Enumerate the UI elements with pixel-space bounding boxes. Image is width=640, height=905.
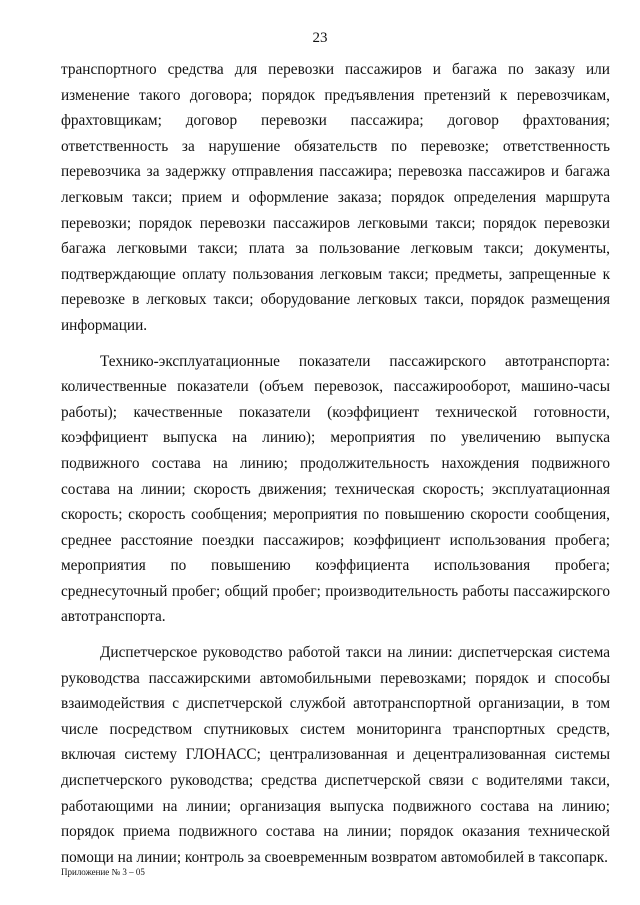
document-body bbox=[61, 57, 610, 880]
paragraph-taxi-transport-rules: транспортного средства для перевозки пассажиров и багажа по заказу или изменение такого договора; порядок предъявления претензий к перевозчикам, фрахтовщикам; договор перевозки пассажира; договор фрахтования; ответственность за нарушение обязательств по перевозке; ответственность перевозчика за задержку отправления пассажира; перевозка пассажиров и багажа легковым такси; прием и оформление заказа; порядок определения маршрута перевозки; порядок перевозки пассажиров легковыми такси; порядок перевозки багажа легковыми такси; плата за пользование легковым такси; документы, подтверждающие оплату пользования легковым такси; предметы, запрещенные к перевозке в легковых такси; оборудование легковых такси, порядок размещения информации. bbox=[61, 61, 610, 334]
footer-attachment-label: Приложение № 3 – 05 bbox=[61, 867, 145, 877]
paragraph-dispatch-management: Диспетчерское руководство работой такси на линии: диспетчерская система руководства пассажирскими автомобильными перевозками; порядок и способы взаимодействия с диспетчерской службой автотранспортной организации, в том числе посредством спутниковых систем мониторинга транспортных средств, включая систему ГЛОНАСС; централизованная и децентрализованная системы диспетчерского руководства; средства диспетчерской связи с водителями такси, работающими на линии; организация выпуска подвижного состава на линию; порядок приема подвижного состава на линии; порядок оказания технической помощи на линии; контроль за своевременным возвратом автомобилей в таксопарк. bbox=[61, 644, 610, 866]
paragraph-operational-indicators: Технико-эксплуатационные показатели пассажирского автотранспорта: количественные показатели (объем перевозок, пассажирооборот, машино-часы работы); качественные показатели (коэффициент технической готовности, коэффициент выпуска на линию); мероприятия по увеличению выпуска подвижного состава на линию; продолжительность нахождения подвижного состава на линии; скорость движения; техническая скорость; эксплуатационная скорость; скорость сообщения; мероприятия по повышению скорости сообщения, среднее расстояние поездки пассажиров; коэффициент использования пробега; мероприятия по повышению коэффициента использования пробега; среднесуточный пробег; общий пробег; производительность работы пассажирского автотранспорта. bbox=[61, 352, 610, 626]
page-number: 23 bbox=[312, 30, 328, 46]
